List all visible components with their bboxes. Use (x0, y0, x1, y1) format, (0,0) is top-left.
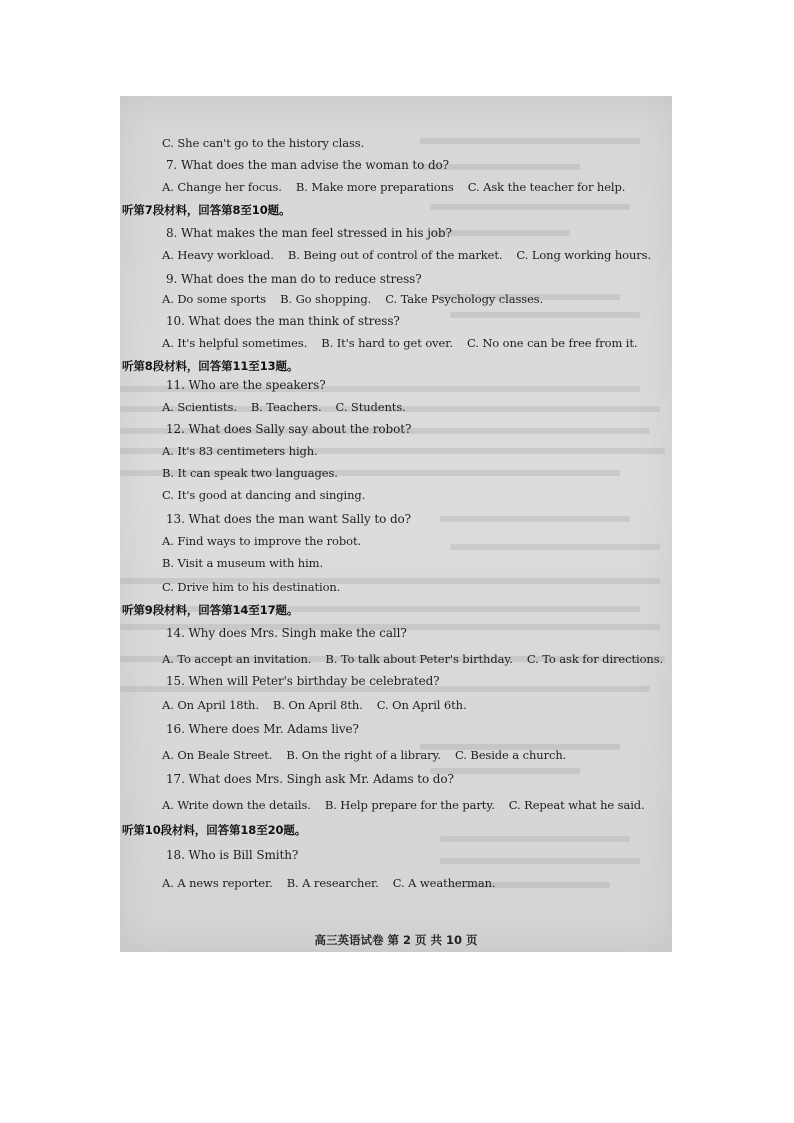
question-text: 16. Where does Mr. Adams live? (166, 722, 359, 736)
scanned-page (120, 96, 672, 952)
question-text: 18. Who is Bill Smith? (166, 848, 299, 862)
answer-option: A. Change her focus. (162, 180, 282, 194)
answer-option: B. A researcher. (286, 876, 379, 890)
answer-option: C. Take Psychology classes. (385, 292, 544, 306)
answer-option: B. To talk about Peter's birthday. (325, 652, 513, 666)
section-instruction: 听第7段材料，回答第8至10题。 (122, 203, 291, 217)
answer-options (162, 652, 672, 666)
section-instruction: 听第8段材料，回答第11至13题。 (122, 359, 299, 373)
section-instruction: 听第10段材料，回答第18至20题。 (122, 823, 307, 837)
answer-options (162, 748, 580, 762)
answer-option: B. Being out of control of the market. (287, 248, 503, 262)
answer-option: A. It's 83 centimeters high. (162, 444, 318, 458)
answer-options (162, 698, 481, 712)
answer-option: B. On April 8th. (272, 698, 363, 712)
question-text: 15. When will Peter's birthday be celebrated? (166, 674, 440, 688)
answer-option: A. Write down the details. (162, 798, 311, 812)
answer-options (162, 798, 659, 812)
answer-options (162, 248, 665, 262)
answer-options (162, 336, 651, 350)
question-text: 11. Who are the speakers? (166, 378, 326, 392)
question-text: 17. What does Mrs. Singh ask Mr. Adams to do? (166, 772, 454, 786)
answer-option: C. Students. (335, 400, 406, 414)
answer-option: B. Go shopping. (280, 292, 372, 306)
answer-option: B. Teachers. (250, 400, 322, 414)
answer-option: C. A weatherman. (392, 876, 496, 890)
answer-option: B. It can speak two languages. (162, 466, 338, 480)
answer-options (162, 466, 352, 480)
answer-options (162, 400, 420, 414)
answer-option: C. Long working hours. (516, 248, 652, 262)
question-text: 10. What does the man think of stress? (166, 314, 400, 328)
answer-option: A. On Beale Street. (162, 748, 273, 762)
answer-option: B. Visit a museum with him. (162, 556, 324, 570)
answer-option: B. Make more preparations (295, 180, 454, 194)
page-footer: 高三英语试卷 第 2 页 共 10 页 (314, 933, 478, 947)
answer-option: C. Repeat what he said. (508, 798, 645, 812)
answer-options (162, 534, 375, 548)
answer-options (162, 488, 379, 502)
question-text: 14. Why does Mrs. Singh make the call? (166, 626, 407, 640)
answer-option: C. No one can be free from it. (466, 336, 638, 350)
answer-options (162, 580, 354, 594)
answer-option: B. On the right of a library. (286, 748, 441, 762)
answer-option: A. Heavy workload. (162, 248, 274, 262)
answer-options (162, 136, 378, 150)
answer-option: B. Help prepare for the party. (324, 798, 495, 812)
answer-option: A. Scientists. (162, 400, 237, 414)
answer-options (162, 876, 509, 890)
answer-option: B. It's hard to get over. (321, 336, 453, 350)
answer-option: A. On April 18th. (162, 698, 259, 712)
answer-option: A. A news reporter. (162, 876, 273, 890)
answer-options (162, 292, 557, 306)
answer-option: C. Beside a church. (454, 748, 567, 762)
answer-options (162, 444, 332, 458)
question-text: 13. What does the man want Sally to do? (166, 512, 412, 526)
answer-options (162, 180, 639, 194)
answer-option: A. It's helpful sometimes. (162, 336, 308, 350)
answer-option: A. Do some sports (162, 292, 267, 306)
answer-option: C. She can't go to the history class. (162, 136, 365, 150)
section-instruction: 听第9段材料，回答第14至17题。 (122, 603, 299, 617)
answer-option: A. Find ways to improve the robot. (162, 534, 362, 548)
answer-option: C. To ask for directions. (526, 652, 664, 666)
question-text: 12. What does Sally say about the robot? (166, 422, 412, 436)
question-text: 8. What makes the man feel stressed in his job? (166, 226, 452, 240)
question-text: 7. What does the man advise the woman to do? (166, 158, 450, 172)
answer-option: A. To accept an invitation. (162, 652, 312, 666)
answer-option: C. Ask the teacher for help. (467, 180, 626, 194)
answer-option: C. On April 6th. (376, 698, 467, 712)
answer-options (162, 556, 337, 570)
answer-option: C. It's good at dancing and singing. (162, 488, 366, 502)
answer-option: C. Drive him to his destination. (162, 580, 341, 594)
question-text: 9. What does the man do to reduce stress? (166, 272, 422, 286)
